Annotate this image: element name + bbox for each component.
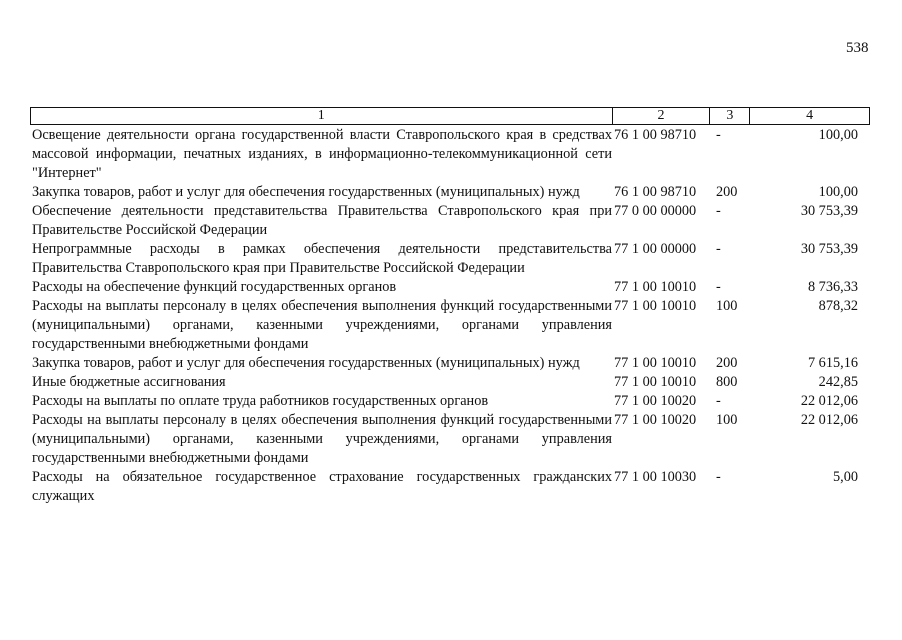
row-code: 77 1 00 10010 bbox=[614, 374, 697, 390]
row-code: 76 1 00 98710 bbox=[614, 127, 697, 143]
page-number: 538 bbox=[846, 40, 869, 56]
table-row bbox=[32, 373, 868, 392]
row-expense-type: - bbox=[716, 241, 721, 257]
table-header bbox=[30, 107, 870, 125]
row-amount: 30 753,39 bbox=[800, 241, 858, 257]
row-amount: 8 736,33 bbox=[807, 279, 858, 295]
row-code: 77 1 00 10010 bbox=[614, 355, 697, 371]
row-amount: 878,32 bbox=[818, 298, 858, 314]
row-code: 77 1 00 10010 bbox=[614, 298, 697, 314]
table-row bbox=[32, 278, 868, 297]
header-col-2: 2 bbox=[612, 108, 710, 124]
row-code: 77 1 00 10030 bbox=[614, 469, 697, 485]
row-name: Закупка товаров, работ и услуг для обеспечения государственных (муниципальных) нужд bbox=[32, 184, 580, 200]
row-expense-type: 800 bbox=[716, 374, 738, 390]
row-expense-type: 200 bbox=[716, 355, 738, 371]
table-row bbox=[32, 392, 868, 411]
row-name: Обеспечение деятельности представительства Правительства Ставропольского края при Правительстве Российской Федерации bbox=[32, 203, 612, 238]
header-col-1: 1 bbox=[317, 108, 325, 123]
table-row bbox=[32, 411, 868, 468]
row-name: Расходы на обязательное государственное страхование государственных гражданских служащих bbox=[32, 469, 612, 504]
row-name: Расходы на обеспечение функций государственных органов bbox=[32, 279, 397, 295]
row-amount: 22 012,06 bbox=[800, 412, 858, 428]
row-code: 77 1 00 00000 bbox=[614, 241, 697, 257]
row-name: Иные бюджетные ассигнования bbox=[32, 374, 226, 390]
row-code: 77 1 00 10020 bbox=[614, 393, 697, 409]
row-name: Расходы на выплаты по оплате труда работников государственных органов bbox=[32, 393, 489, 409]
row-name: Непрограммные расходы в рамках обеспечения деятельности представительства Правительства Ставропольского края при Правительстве Российской Федерации bbox=[32, 241, 612, 276]
row-code: 76 1 00 98710 bbox=[614, 184, 697, 200]
row-amount: 100,00 bbox=[818, 184, 858, 200]
row-code: 77 0 00 00000 bbox=[614, 203, 697, 219]
table-row bbox=[32, 240, 868, 278]
row-amount: 22 012,06 bbox=[800, 393, 858, 409]
row-amount: 7 615,16 bbox=[807, 355, 858, 371]
table-row bbox=[32, 297, 868, 354]
row-expense-type: - bbox=[716, 279, 721, 295]
header-col-3: 3 bbox=[709, 108, 749, 124]
row-code: 77 1 00 10020 bbox=[614, 412, 697, 428]
row-expense-type: - bbox=[716, 203, 721, 219]
row-code: 77 1 00 10010 bbox=[614, 279, 697, 295]
row-name: Освещение деятельности органа государственной власти Ставропольского края в средствах массовой информации, печатных изданиях, в информационно-телекоммуникационной сети "Интернет" bbox=[32, 127, 612, 181]
row-expense-type: 100 bbox=[716, 298, 738, 314]
row-expense-type: - bbox=[716, 127, 721, 143]
table-row bbox=[32, 202, 868, 240]
row-name: Расходы на выплаты персоналу в целях обеспечения выполнения функций государственными (муниципальными) органами, казенными учреждениями, органами управления государственными внебюджетными фондами bbox=[32, 412, 612, 466]
table-row bbox=[32, 468, 868, 506]
row-amount: 100,00 bbox=[818, 127, 858, 143]
row-amount: 5,00 bbox=[832, 469, 858, 485]
row-name: Расходы на выплаты персоналу в целях обеспечения выполнения функций государственными (муниципальными) органами, казенными учреждениями, органами управления государственными внебюджетными фондами bbox=[32, 298, 612, 352]
table-row bbox=[32, 183, 868, 202]
row-expense-type: 100 bbox=[716, 412, 738, 428]
table-row bbox=[32, 126, 868, 183]
budget-table-body bbox=[32, 126, 868, 506]
table-row bbox=[32, 354, 868, 373]
header-col-4: 4 bbox=[749, 108, 869, 124]
row-name: Закупка товаров, работ и услуг для обеспечения государственных (муниципальных) нужд bbox=[32, 355, 580, 371]
row-expense-type: - bbox=[716, 393, 721, 409]
row-amount: 242,85 bbox=[818, 374, 858, 390]
row-amount: 30 753,39 bbox=[800, 203, 858, 219]
row-expense-type: 200 bbox=[716, 184, 738, 200]
row-expense-type: - bbox=[716, 469, 721, 485]
